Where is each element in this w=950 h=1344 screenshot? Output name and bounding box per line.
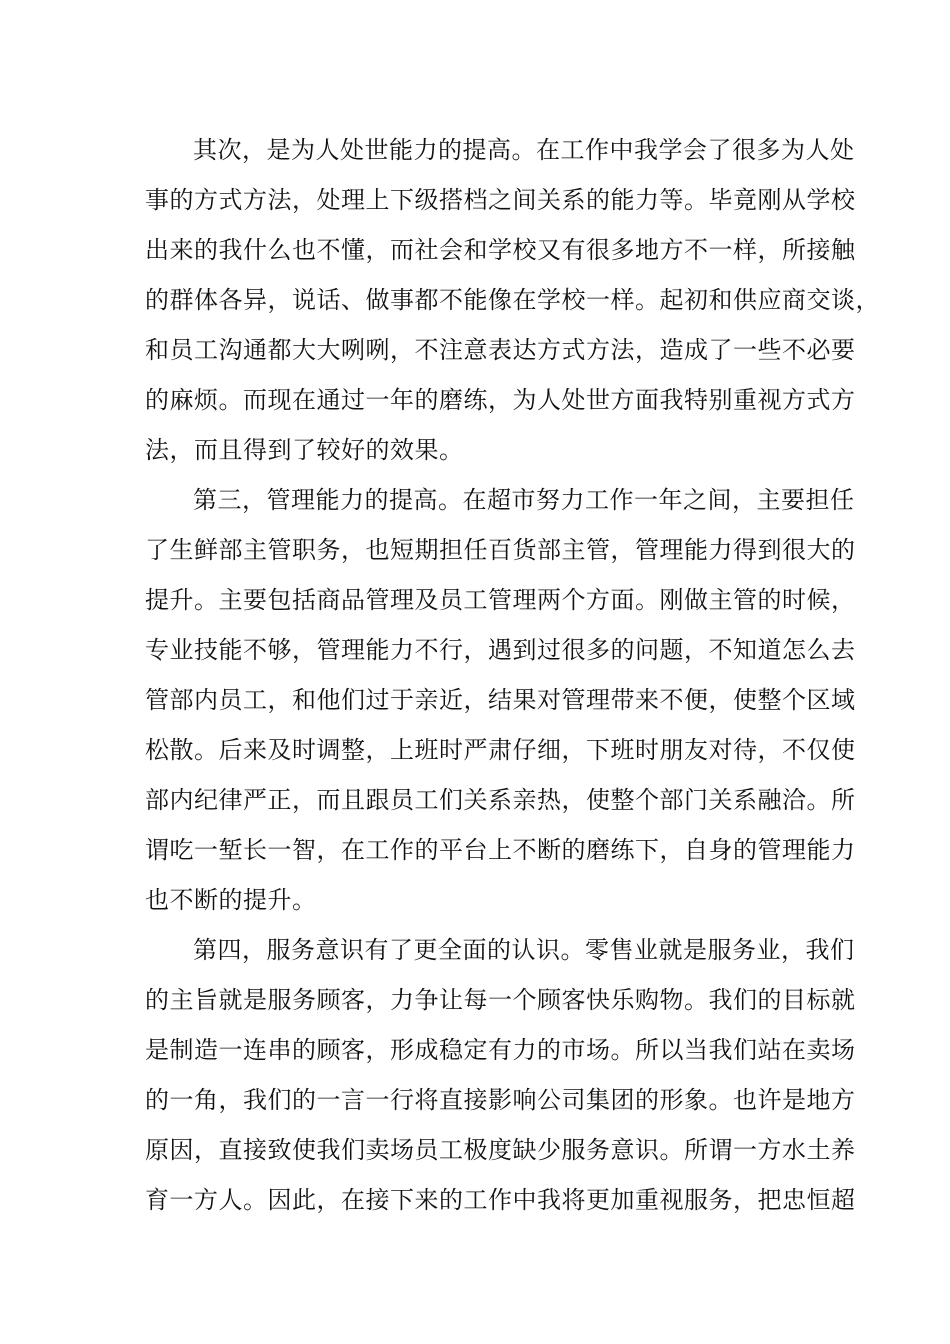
paragraph-third-line: 提升。主要包括商品管理及员工管理两个方面。刚做主管的时候，: [145, 586, 856, 614]
paragraph-second-line: 出来的我什么也不懂，而社会和学校又有很多地方不一样，所接触: [145, 236, 856, 264]
paragraph-fourth-line: 的一角，我们的一言一行将直接影响公司集团的形象。也许是地方: [145, 1086, 856, 1114]
paragraph-third-line: 谓吃一堑长一智，在工作的平台上不断的磨练下，自身的管理能力: [145, 836, 856, 864]
paragraph-fourth-line: 的主旨就是服务顾客，力争让每一个顾客快乐购物。我们的目标就: [145, 986, 856, 1014]
paragraph-fourth-line: 原因，直接致使我们卖场员工极度缺少服务意识。所谓一方水土养: [145, 1136, 856, 1164]
paragraph-third-line: 了生鲜部主管职务，也短期担任百货部主管，管理能力得到很大的: [145, 536, 856, 564]
paragraph-second-line: 其次，是为人处世能力的提高。在工作中我学会了很多为人处: [193, 136, 855, 164]
paragraph-third-line: 管部内员工，和他们过于亲近，结果对管理带来不便，使整个区域: [145, 686, 856, 714]
paragraph-third-line: 松散。后来及时调整，上班时严肃仔细，下班时朋友对待，不仅使: [145, 736, 856, 764]
paragraph-second-line: 的麻烦。而现在通过一年的磨练，为人处世方面我特别重视方式方: [145, 386, 856, 414]
paragraph-second-line: 和员工沟通都大大咧咧，不注意表达方式方法，造成了一些不必要: [145, 336, 856, 364]
paragraph-fourth-line: 育一方人。因此，在接下来的工作中我将更加重视服务，把忠恒超: [145, 1186, 856, 1214]
paragraph-second-line: 法，而且得到了较好的效果。: [145, 436, 464, 464]
paragraph-second-line: 事的方式方法，处理上下级搭档之间关系的能力等。毕竟刚从学校: [145, 186, 856, 214]
paragraph-third-line: 专业技能不够，管理能力不行，遇到过很多的问题，不知道怎么去: [145, 636, 856, 664]
paragraph-fourth-line: 是制造一连串的顾客，形成稳定有力的市场。所以当我们站在卖场: [145, 1036, 856, 1064]
paragraph-second-line: 的群体各异，说话、做事都不能像在学校一样。起初和供应商交谈，: [145, 286, 880, 314]
paragraph-third-line: 部内纪律严正，而且跟员工们关系亲热，使整个部门关系融洽。所: [145, 786, 856, 814]
paragraph-third-line: 第三，管理能力的提高。在超市努力工作一年之间，主要担任: [193, 486, 855, 514]
paragraph-fourth-line: 第四，服务意识有了更全面的认识。零售业就是服务业，我们: [193, 936, 855, 964]
paragraph-third-line: 也不断的提升。: [145, 886, 317, 914]
